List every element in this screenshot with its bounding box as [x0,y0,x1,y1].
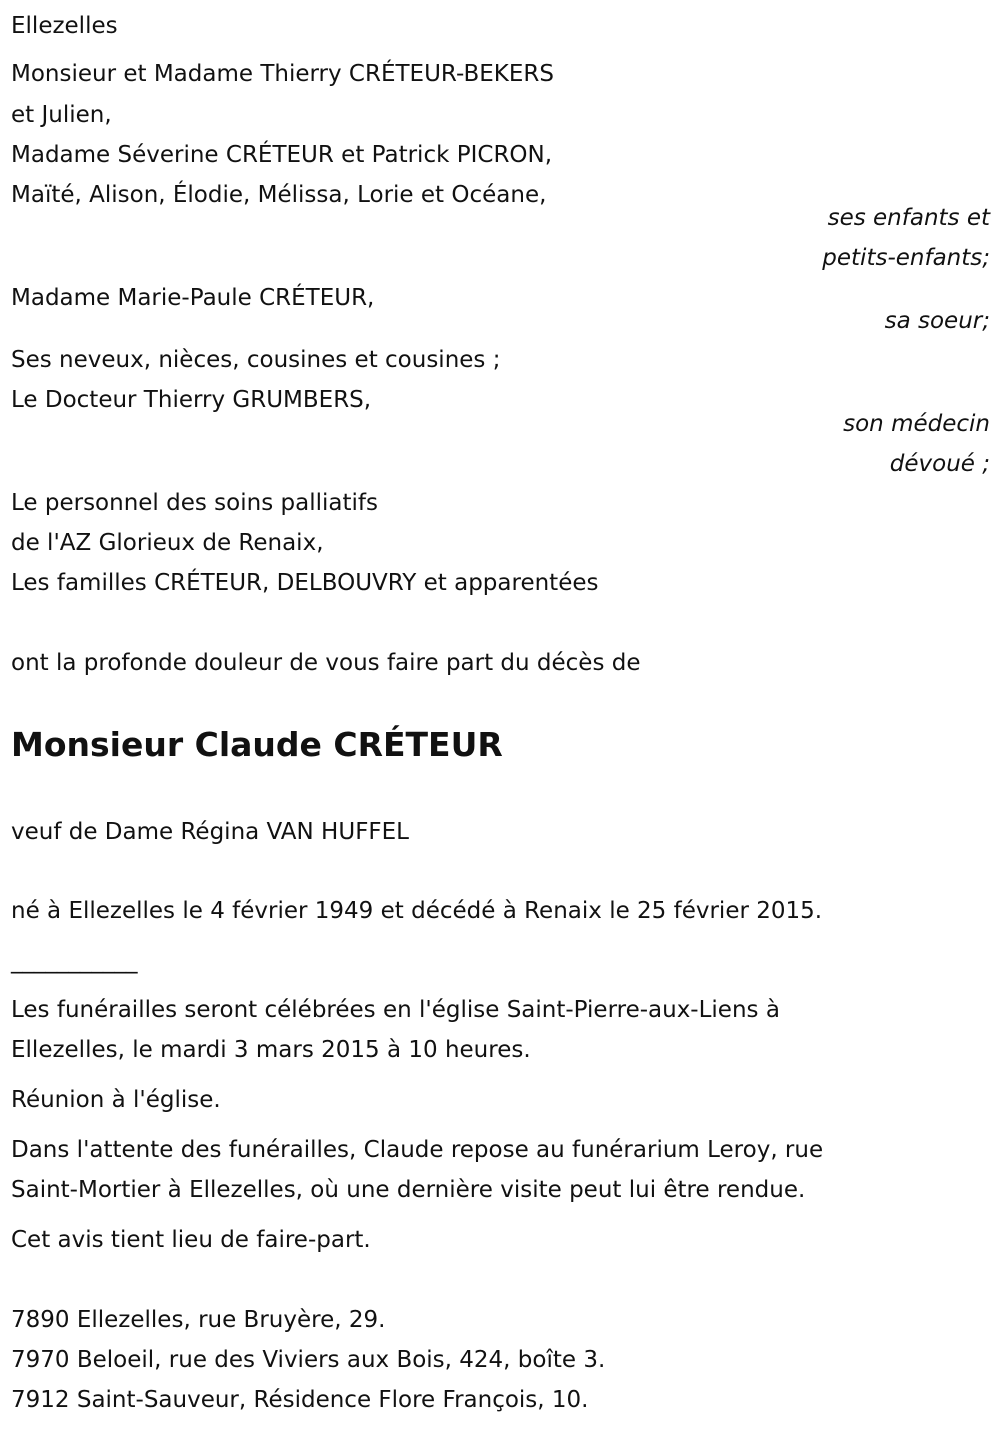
visitation-line: Saint-Mortier à Ellezelles, où une dernière visite peut lui être rendue. [11,1177,806,1203]
family-line: Monsieur et Madame Thierry CRÉTEUR-BEKERS [11,61,554,87]
separator: ___________ [11,948,138,974]
deceased-name: Monsieur Claude CRÉTEUR [11,725,503,764]
address-line: 7890 Ellezelles, rue Bruyère, 29. [11,1307,386,1333]
staff-line: Les familles CRÉTEUR, DELBOUVRY et apparentées [11,570,599,596]
widower-line: veuf de Dame Régina VAN HUFFEL [11,819,409,845]
address-line: 7912 Saint-Sauveur, Résidence Flore François, 10. [11,1387,589,1413]
family-role: ses enfants et [827,205,990,231]
staff-line: de l'AZ Glorieux de Renaix, [11,530,324,556]
sister-role: sa soeur; [884,308,990,334]
sister: Madame Marie-Paule CRÉTEUR, [11,285,375,311]
funeral-line: Les funérailles seront célébrées en l'église Saint-Pierre-aux-Liens à [11,997,780,1023]
doctor-line: Le Docteur Thierry GRUMBERS, [11,387,372,413]
notice-line: Cet avis tient lieu de faire-part. [11,1227,371,1253]
relatives-line: Ses neveux, nièces, cousines et cousines ; [11,347,501,373]
address-line: 7970 Beloeil, rue des Viviers aux Bois, 424, boîte 3. [11,1347,606,1373]
visitation-line: Dans l'attente des funérailles, Claude repose au funérarium Leroy, rue [11,1137,824,1163]
family-line: et Julien, [11,102,112,128]
funeral-line: Ellezelles, le mardi 3 mars 2015 à 10 heures. [11,1037,531,1063]
dates-line: né à Ellezelles le 4 février 1949 et décédé à Renaix le 25 février 2015. [11,898,823,924]
meeting-line: Réunion à l'église. [11,1087,221,1113]
doctor-role: dévoué ; [889,451,990,477]
family-role: petits-enfants; [822,245,990,271]
family-line: Madame Séverine CRÉTEUR et Patrick PICRON, [11,142,553,168]
place: Ellezelles [11,13,118,39]
family-line: Maïté, Alison, Élodie, Mélissa, Lorie et Océane, [11,182,547,208]
staff-line: Le personnel des soins palliatifs [11,490,378,516]
announcement: ont la profonde douleur de vous faire part du décès de [11,650,641,676]
doctor-role: son médecin [843,411,990,437]
